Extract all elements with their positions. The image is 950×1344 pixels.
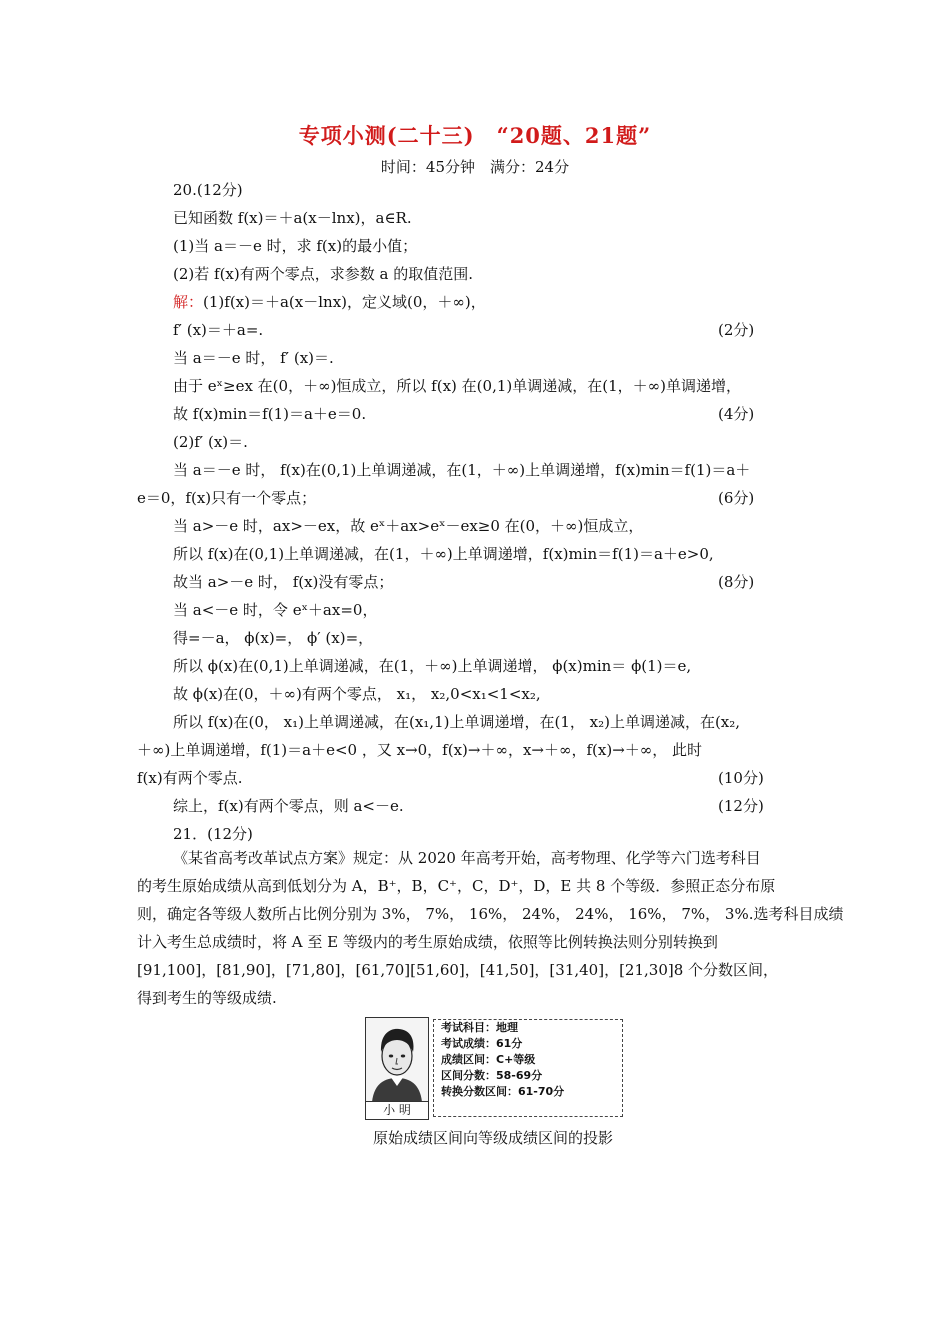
q20-solution-16: 所以 f(x)在(0， x₁)上单调递减，在(x₁,1)上单调递增，在(1， x₂)上单调递减，在(x₂,	[173, 713, 741, 731]
q20-solution-9: 当 a>－e 时，ax>－ex，故 eˣ＋ax>eˣ－ex≥0 在(0，＋∞)恒成立，	[173, 517, 644, 535]
score-label: (12分)	[718, 797, 764, 815]
score-card-figure	[365, 1017, 621, 1118]
info-grade: 成绩区间：C+等级	[441, 1053, 536, 1066]
q20-solution-8: e＝0，f(x)只有一个零点；	[137, 489, 317, 507]
q20-solution-17: ＋∞)上单调递增，f(1)＝a＋e<0 ，又 x→0，f(x)→＋∞，x→＋∞，f(x)→＋∞， 此时	[137, 741, 703, 759]
q20-solution-19: 综上，f(x)有两个零点，则 a<－e.	[173, 797, 404, 815]
q20-line-2: (1)当 a＝－e 时，求 f(x)的最小值；	[173, 237, 418, 255]
q20-solution-1	[173, 292, 486, 312]
q21-paragraph-3: 则，确定各等级人数所占比例分别为 3%， 7%， 16%， 24%， 24%， 16%， 7%， 3%.选考科目成绩	[137, 905, 844, 923]
info-converted-range: 转换分数区间：61-70分	[441, 1085, 565, 1098]
info-score: 考试成绩：61分	[441, 1037, 523, 1050]
page-title: 专项小测(二十三) “20题、21题”	[298, 123, 652, 148]
student-photo	[365, 1017, 429, 1120]
info-subject: 考试科目：地理	[441, 1021, 518, 1034]
q20-line-3: (2)若 f(x)有两个零点，求参数 a 的取值范围.	[173, 265, 473, 283]
score-info-box	[433, 1019, 623, 1117]
q20-solution-3: 当 a＝－e 时， f′ (x)＝.	[173, 349, 334, 367]
q20-solution-5: 故 f(x)min＝f(1)＝a＋e＝0.	[173, 405, 367, 423]
q20-solution-18: f(x)有两个零点.	[137, 769, 243, 787]
q20-solution-6: (2)f′ (x)＝.	[173, 433, 248, 451]
solution-label: 解：	[173, 293, 204, 311]
solution-text: (1)f(x)＝＋a(x－lnx)，定义域(0，＋∞)，	[203, 293, 486, 311]
q20-solution-15: 故 ϕ(x)在(0，＋∞)有两个零点， x₁， x₂,0<x₁<1<x₂,	[173, 685, 541, 703]
score-label: (10分)	[718, 769, 764, 787]
q21-heading: 21．(12分)	[173, 825, 253, 843]
q20-solution-10: 所以 f(x)在(0,1)上单调递减，在(1，＋∞)上单调递增，f(x)min＝f(1)＝a＋e>0,	[173, 545, 714, 563]
page-subtitle: 时间：45分钟 满分：24分	[380, 158, 570, 176]
photo-name-label: 小 明	[366, 1101, 428, 1119]
q20-solution-14: 所以 ϕ(x)在(0,1)上单调递减，在(1，＋∞)上单调递增， ϕ(x)min＝ ϕ(1)＝e,	[173, 657, 692, 675]
q21-paragraph-6: 得到考生的等级成绩.	[137, 989, 277, 1007]
q20-solution-2: f′ (x)＝＋a=.	[173, 321, 264, 339]
q21-paragraph-5: [91,100]，[81,90]，[71,80]，[61,70][51,60]，[41,50]，[31,40]，[21,30]8 个分数区间，	[137, 961, 779, 979]
q20-solution-12: 当 a<－e 时，令 eˣ＋ax=0，	[173, 601, 378, 619]
q20-solution-4: 由于 eˣ≥ex 在(0，＋∞)恒成立，所以 f(x) 在(0,1)单调递减，在(1，＋∞)单调递增，	[173, 377, 741, 395]
figure-caption: 原始成绩区间向等级成绩区间的投影	[372, 1129, 613, 1147]
score-label: (6分)	[718, 489, 755, 507]
q20-solution-11: 故当 a>－e 时， f(x)没有零点；	[173, 573, 394, 591]
q20-heading: 20.(12分)	[173, 181, 243, 199]
score-label: (8分)	[718, 573, 755, 591]
q20-line-1: 已知函数 f(x)＝＋a(x－lnx)，a∈R.	[173, 209, 412, 227]
boy-portrait-icon	[366, 1018, 428, 1102]
score-label: (4分)	[718, 405, 755, 423]
info-range: 区间分数：58-69分	[441, 1069, 543, 1082]
q21-paragraph-4: 计入考生总成绩时，将 A 至 E 等级内的考生原始成绩，依照等比例转换法则分别转换到	[137, 933, 718, 951]
score-label: (2分)	[718, 321, 755, 339]
q21-paragraph-2: 的考生原始成绩从高到低划分为 A，B⁺，B，C⁺，C，D⁺，D，E 共 8 个等级．参照正态分布原	[137, 877, 776, 895]
q21-paragraph-1: 《某省高考改革试点方案》规定：从 2020 年高考开始，高考物理、化学等六门选考科目	[173, 849, 761, 867]
q20-solution-7: 当 a＝－e 时， f(x)在(0,1)上单调递减，在(1，＋∞)上单调递增，f(x)min＝f(1)＝a＋	[173, 461, 751, 479]
q20-solution-13: 得=－a， ϕ(x)=， ϕ′ (x)=，	[173, 629, 374, 647]
